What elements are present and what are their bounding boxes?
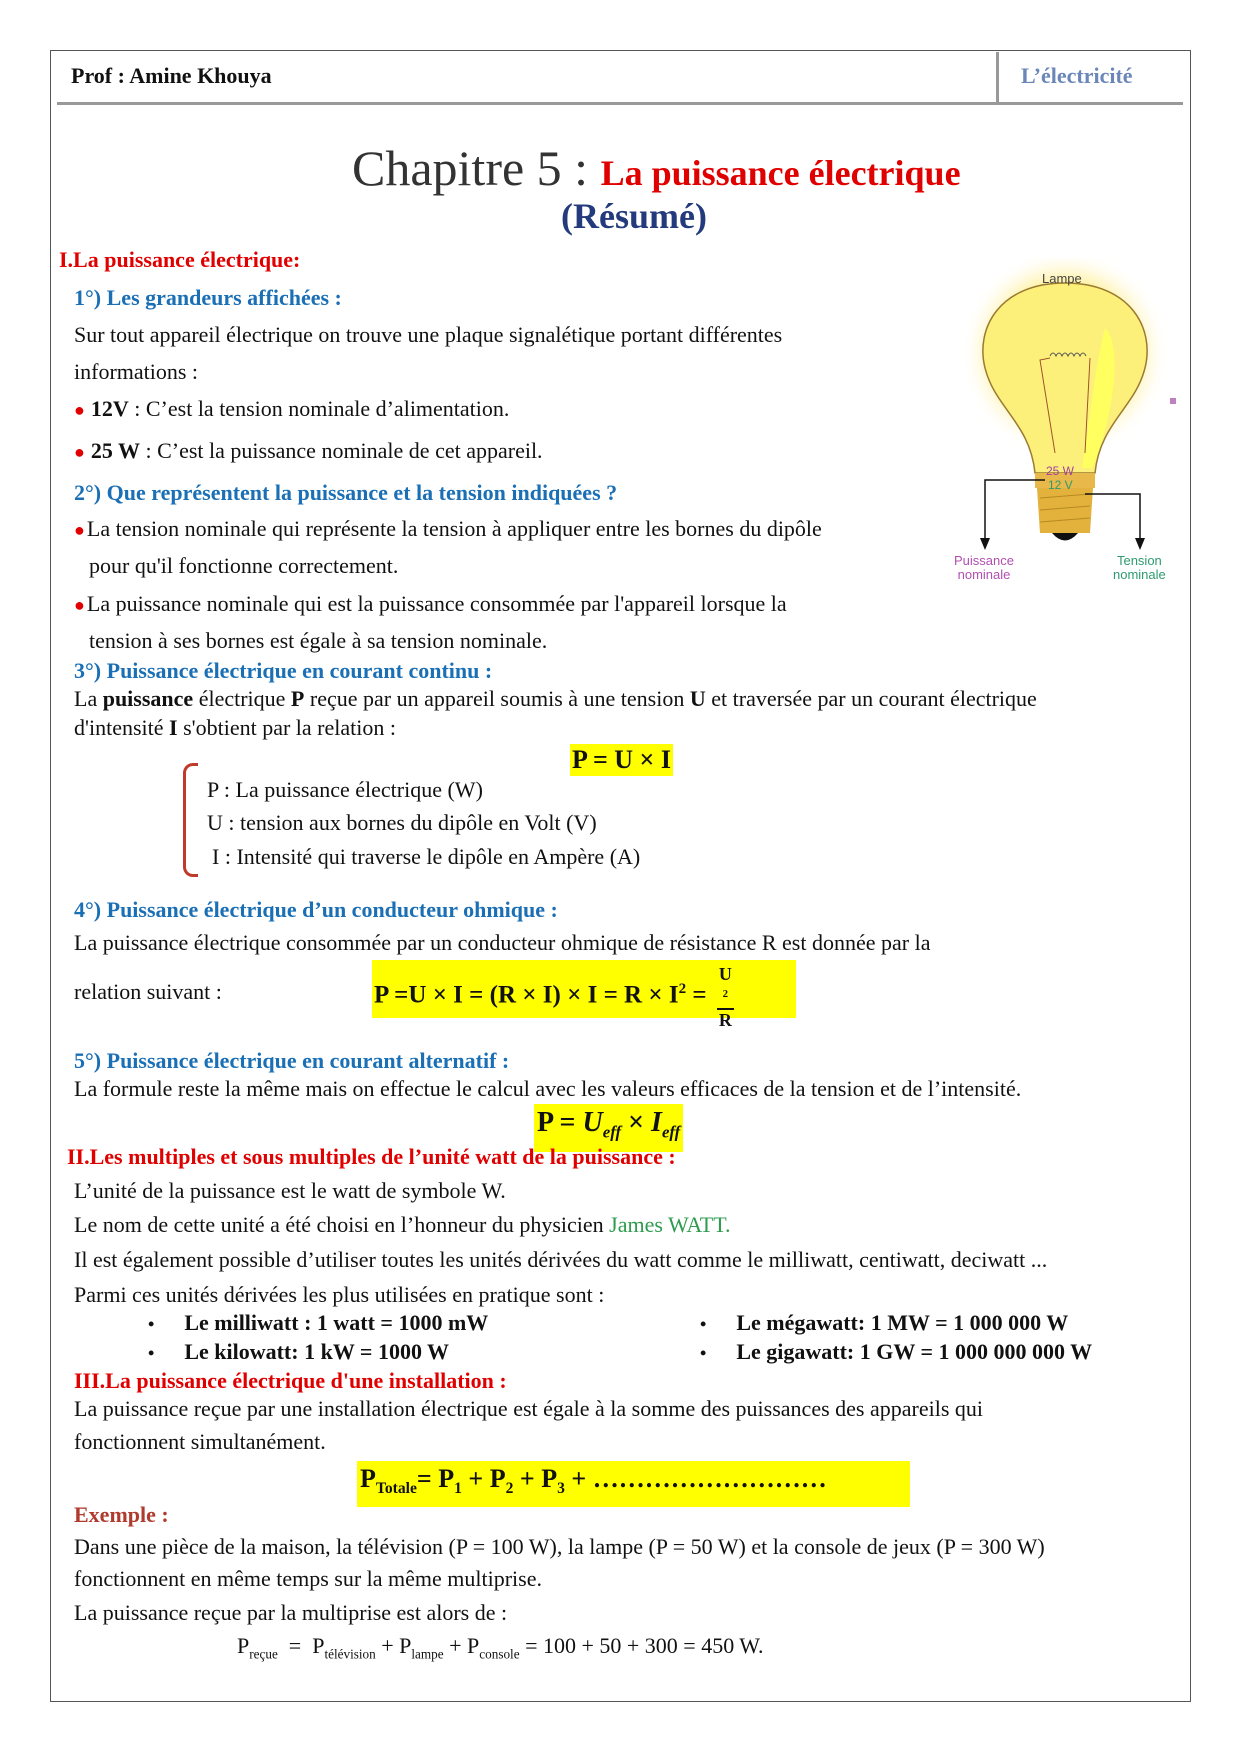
definition: I : Intensité qui traverse le dipôle en Ampère (A) <box>212 844 641 869</box>
paragraph: Le nom de cette unité a été choisi en l’honneur du physicien James WATT. <box>74 1212 731 1237</box>
paragraph: La puissance reçue par une installation électrique est égale à la somme des puissances des appareils qui <box>74 1396 983 1421</box>
james-watt-link[interactable]: James WATT. <box>609 1212 731 1237</box>
subsection-2-heading: 2°) Que représentent la puissance et la tension indiquées ? <box>74 480 618 505</box>
paragraph: Parmi ces unités dérivées les plus utilisées en pratique sont : <box>74 1282 605 1307</box>
paragraph: relation suivant : <box>74 979 222 1004</box>
label-power: Puissance nominale <box>954 553 1014 582</box>
definition: P : La puissance électrique (W) <box>207 777 483 802</box>
formula-dc: P = U × I <box>572 745 671 774</box>
value: 25 W <box>90 438 140 463</box>
paragraph: La puissance reçue par la multiprise est alors de : <box>74 1600 508 1625</box>
text: : C’est la puissance nominale de cet appareil. <box>139 438 543 463</box>
formula-ohmic: $P =U \times I = (R \times I) \times I = R \times I^2$ = U $^2$ R <box>372 960 796 1018</box>
figure-voltage: 12 V <box>1048 478 1073 492</box>
definition: U : tension aux bornes du dipôle en Volt (V) <box>207 810 597 835</box>
paragraph: Dans une pièce de la maison, la télévision (P = 100 W), la lampe (P = 50 W) et la console de jeux (P = 300 W) <box>74 1534 1045 1559</box>
header-divider <box>57 102 1183 105</box>
text: tension à ses bornes est égale à sa tension nominale. <box>89 628 548 653</box>
list-item: • Le milliwatt : 1 watt = 1000 mW <box>148 1310 489 1335</box>
paragraph: d'intensité I s'obtient par la relation : <box>74 715 396 740</box>
lamp-figure <box>940 258 1180 598</box>
formula-total: $P_{Totale}= P_1 + P_2 + P_3$ + ……………………… <box>357 1461 910 1507</box>
text: pour qu'il fonctionne correctement. <box>89 553 399 578</box>
page-title <box>352 138 961 203</box>
bullet-item: ● 25 W : C’est la puissance nominale de cet appareil. <box>74 438 543 463</box>
text: La tension nominale qui représente la tension à appliquer entre les bornes du dipôle <box>86 516 822 541</box>
paragraph: informations : <box>74 359 199 384</box>
example-result: $P_{reçue} = P_{télévision} + P_{lampe} + P_{console} = 100 + 50 + 300 = 450$ W. <box>237 1633 764 1662</box>
formula-ac: $P = U_{eff} \times I_{eff}$ <box>534 1104 683 1152</box>
subtitle: (Résumé) <box>561 196 707 236</box>
light-bulb-icon <box>940 258 1180 598</box>
figure-power: 25 W <box>1046 464 1075 478</box>
value: 12V <box>90 396 129 421</box>
list-item: • Le mégawatt: 1 MW = 1 000 000 W <box>700 1310 1069 1335</box>
paragraph: L’unité de la puissance est le watt de symbole W. <box>74 1178 506 1203</box>
section-2-heading: II.Les multiples et sous multiples de l’unité watt de la puissance : <box>67 1144 676 1169</box>
paragraph: Il est également possible d’utiliser toutes les unités dérivées du watt comme le milliwatt, centiwatt, deciwatt ... <box>74 1247 1048 1272</box>
paragraph: Sur tout appareil électrique on trouve une plaque signalétique portant différentes <box>74 322 783 347</box>
chapter-name: La puissance électrique <box>600 153 961 193</box>
subsection-5-heading: 5°) Puissance électrique en courant alternatif : <box>74 1048 510 1073</box>
bullet-item: ●La puissance nominale qui est la puissance consommée par l'appareil lorsque la <box>74 591 787 616</box>
bullet-item: ●La tension nominale qui représente la tension à appliquer entre les bornes du dipôle <box>74 516 822 541</box>
figure-title: Lampe <box>1042 271 1082 286</box>
label-voltage: Tension nominale <box>1113 553 1166 582</box>
subsection-4-heading: 4°) Puissance électrique d’un conducteur ohmique : <box>74 897 558 922</box>
list-item: • Le gigawatt: 1 GW = 1 000 000 000 W <box>700 1339 1093 1364</box>
paragraph: La puissance électrique consommée par un conducteur ohmique de résistance R est donnée par la <box>74 930 931 955</box>
chapter-number: Chapitre 5 : <box>352 140 589 196</box>
header-separator <box>996 52 999 104</box>
brace <box>183 763 198 877</box>
list-item: • Le kilowatt: 1 kW = 1000 W <box>148 1339 450 1364</box>
paragraph: La formule reste la même mais on effectue le calcul avec les valeurs efficaces de la tension et de l’intensité. <box>74 1076 1022 1101</box>
bullet-item: ● 12V : C’est la tension nominale d’alimentation. <box>74 396 510 421</box>
subject: L’électricité <box>1021 63 1133 88</box>
subsection-3-heading: 3°) Puissance électrique en courant continu : <box>74 658 493 683</box>
paragraph: La puissance électrique P reçue par un appareil soumis à une tension U et traversée par un courant électrique <box>74 686 1037 711</box>
author: Prof : Amine Khouya <box>71 63 272 88</box>
section-1-heading: I.La puissance électrique: <box>59 247 301 272</box>
example-heading: Exemple : <box>74 1502 169 1527</box>
text: : C’est la tension nominale d’alimentation. <box>128 396 510 421</box>
text: La puissance nominale qui est la puissance consommée par l'appareil lorsque la <box>86 591 787 616</box>
section-3-heading: III.La puissance électrique d'une installation : <box>74 1368 507 1393</box>
paragraph: fonctionnent simultanément. <box>74 1429 326 1454</box>
paragraph: fonctionnent en même temps sur la même multiprise. <box>74 1566 542 1591</box>
subsection-1-heading: 1°) Les grandeurs affichées : <box>74 285 342 310</box>
